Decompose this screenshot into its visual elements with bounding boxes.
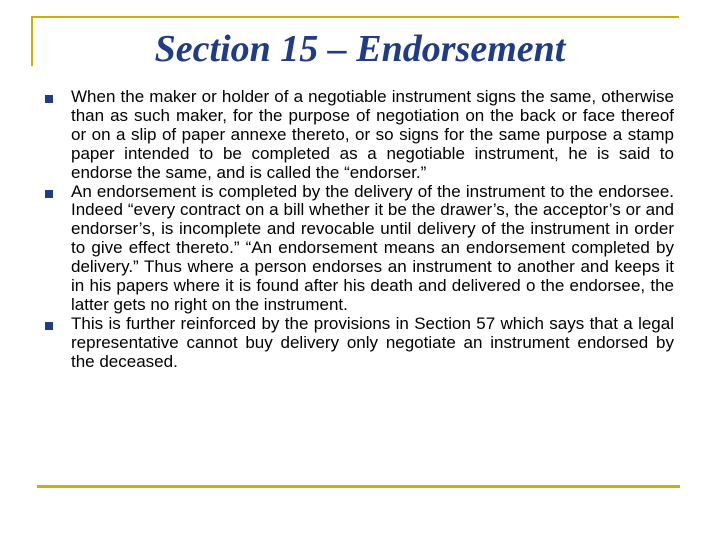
square-bullet-icon (45, 95, 53, 103)
bullet-list (42, 88, 674, 372)
square-bullet-icon (45, 190, 53, 198)
bullet-text: When the maker or holder of a negotiable instrument signs the same, otherwise than as such maker, for the purpose of negotiation on the back or face thereof or on a slip of paper annexe thereto, or so signs for the same purpose a stamp paper intended to be completed as a negotiable instrument, he is said to endorse the same, and is called the “endorser.” (71, 87, 674, 182)
bullet-text: An endorsement is completed by the delivery of the instrument to the endorsee. Indeed “every contract on a bill whether it be the drawer’s, the acceptor’s or and endorser’s, is incomplete and revocable until delivery of the instrument in order to give effect thereto.” “An endorsement means an endorsement completed by delivery.” Thus where a person endorses an instrument to another and keeps it in his papers where it is found after his death and delivered o the endorsee, the latter gets no right on the instrument. (71, 181, 674, 314)
bullet-item (42, 183, 674, 315)
top-border-line (31, 16, 679, 18)
slide-title: Section 15 – Endorsement (154, 28, 566, 70)
square-bullet-icon (45, 322, 53, 330)
bullet-text: This is further reinforced by the provisions in Section 57 which says that a legal representative cannot buy delivery only negotiate an instrument endorsed by the deceased. (71, 313, 674, 371)
bullet-item (42, 88, 674, 183)
bottom-border-line (37, 485, 680, 488)
bullet-item (42, 315, 674, 372)
